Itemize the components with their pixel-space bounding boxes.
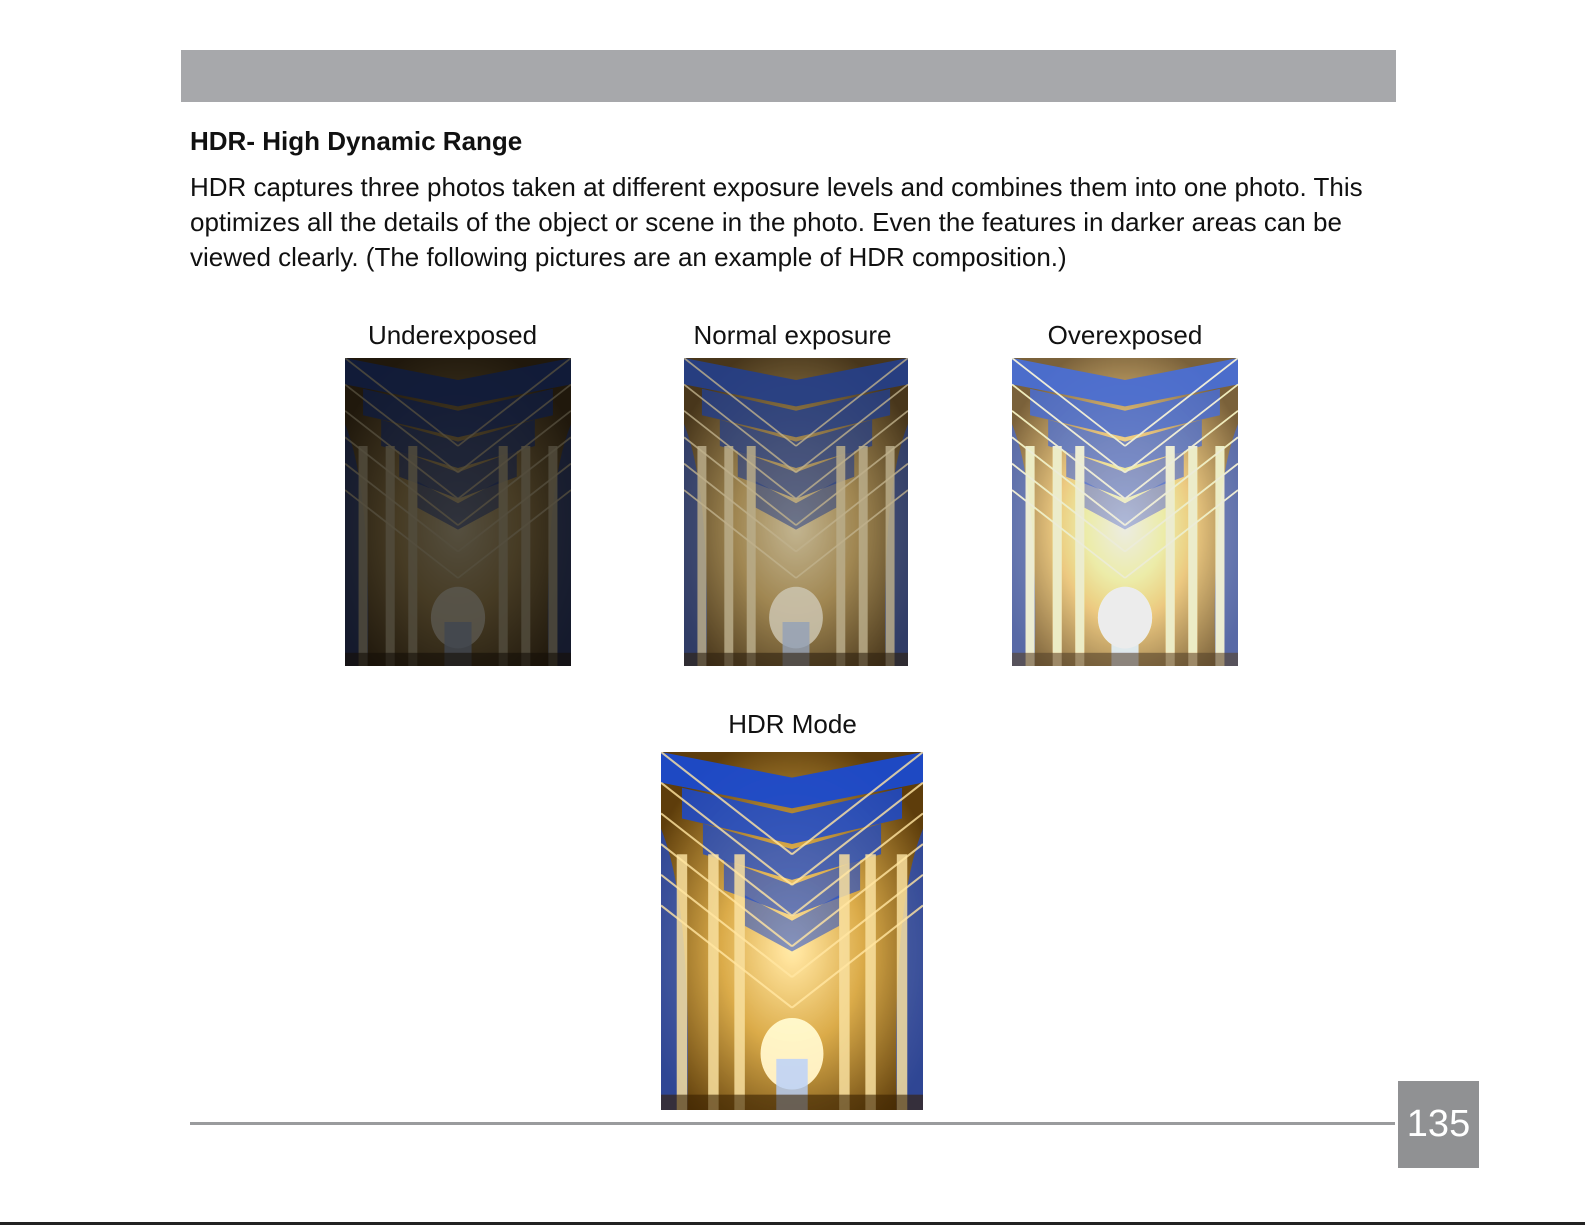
caption-hdr-mode: HDR Mode bbox=[728, 709, 857, 739]
caption-normal-exposure: Normal exposure bbox=[693, 320, 892, 350]
caption-underexposed: Underexposed bbox=[367, 320, 538, 350]
hdr-mode-photo bbox=[661, 752, 923, 1110]
underexposed-photo bbox=[345, 358, 571, 666]
header-bar bbox=[181, 50, 1396, 102]
overexposed-photo bbox=[1012, 358, 1238, 666]
page-number: 135 bbox=[1398, 1081, 1479, 1168]
footer-line bbox=[190, 1122, 1395, 1125]
section-title: HDR- High Dynamic Range bbox=[190, 126, 523, 156]
section-body: HDR captures three photos taken at different exposure levels and combines them into one photo. This optimizes all the details of the object or scene in the photo. Even the features in darker areas can be viewed clearly. (The following pictures are an example of HDR composition.) bbox=[190, 172, 1363, 272]
normal-exposure-photo bbox=[684, 358, 908, 666]
caption-overexposed: Overexposed bbox=[1047, 320, 1203, 350]
